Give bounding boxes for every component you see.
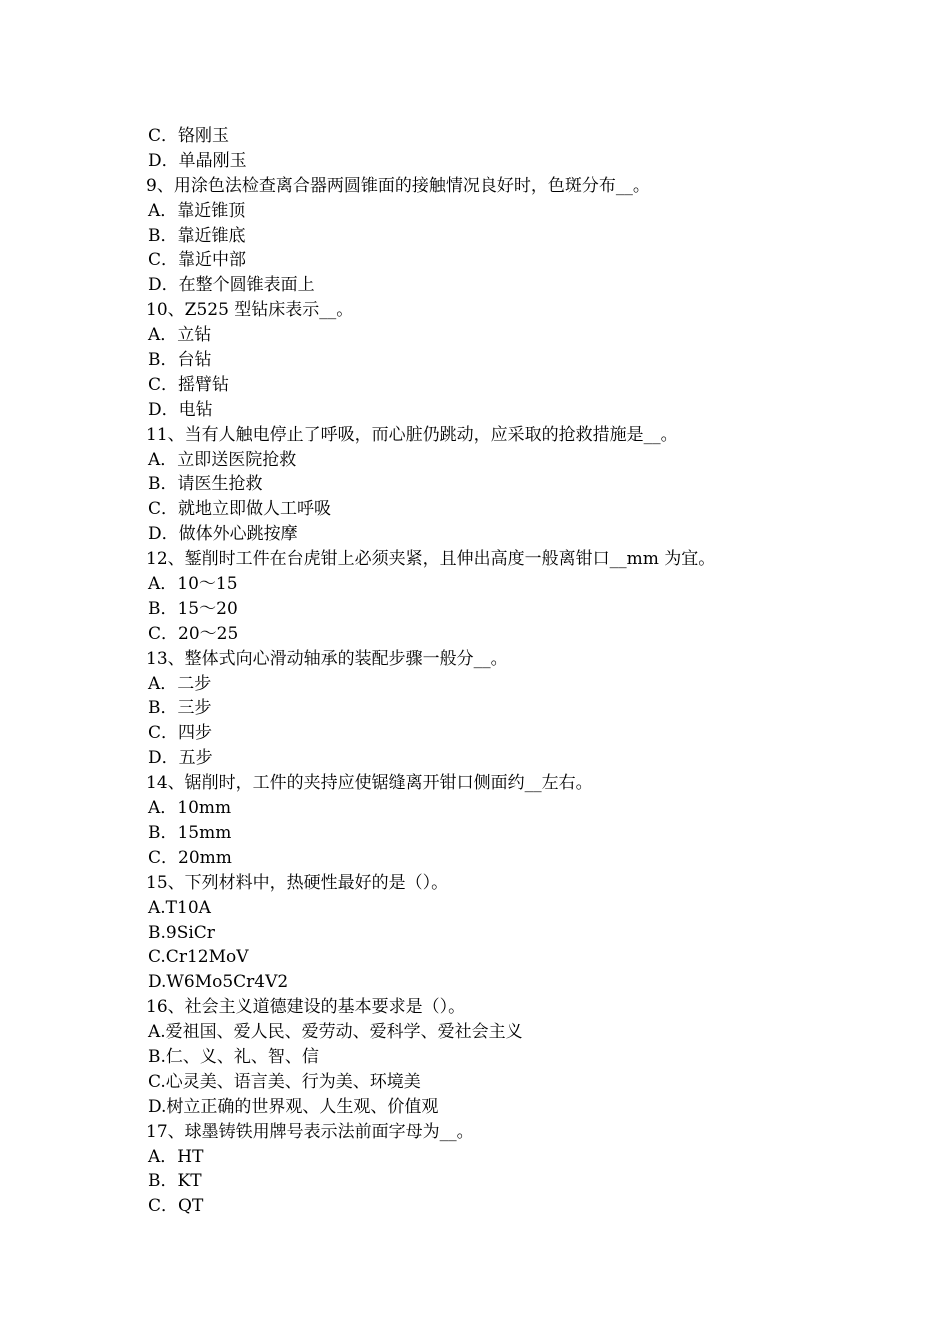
answer-option: D.W6Mo5Cr4V2 xyxy=(148,972,289,993)
answer-option: D．单晶刚玉 xyxy=(148,150,247,171)
question-list xyxy=(146,124,846,1219)
answer-option: B．15～20 xyxy=(148,598,238,619)
answer-option: C．摇臂钻 xyxy=(148,374,230,395)
answer-option: A．HT xyxy=(148,1146,204,1167)
answer-option: C．靠近中部 xyxy=(148,250,247,271)
question-text: 12、錾削时工件在台虎钳上必须夹紧，且伸出高度一般离钳口__mm 为宜。 xyxy=(146,549,716,570)
question-text: 9、用涂色法检查离合器两圆锥面的接触情况良好时，色斑分布__。 xyxy=(146,175,650,196)
answer-option: C．20～25 xyxy=(148,623,239,644)
answer-option: A．10～15 xyxy=(148,574,238,595)
answer-option: B．靠近锥底 xyxy=(148,225,246,246)
answer-option: C．四步 xyxy=(148,723,213,744)
question-text: 15、下列材料中，热硬性最好的是（）。 xyxy=(146,872,449,893)
answer-option: B．请医生抢救 xyxy=(148,474,263,495)
answer-option: C.心灵美、语言美、行为美、环境美 xyxy=(148,1071,421,1092)
answer-option: B.仁、义、礼、智、信 xyxy=(148,1046,319,1067)
answer-option: D．五步 xyxy=(148,748,213,769)
answer-option: A．立即送医院抢救 xyxy=(148,449,297,470)
answer-option: D.树立正确的世界观、人生观、价值观 xyxy=(148,1096,439,1117)
question-text: 13、整体式向心滑动轴承的装配步骤一般分__。 xyxy=(146,648,508,669)
answer-option: A.爱祖国、爱人民、爱劳动、爱科学、爱社会主义 xyxy=(148,1022,523,1043)
answer-option: C．铬刚玉 xyxy=(148,126,230,146)
answer-option: C.Cr12MoV xyxy=(148,947,249,968)
question-text: 10、Z525 型钻床表示__。 xyxy=(146,300,354,321)
answer-option: A．靠近锥顶 xyxy=(148,200,246,221)
answer-option: C．QT xyxy=(148,1196,204,1217)
answer-option: D．电钻 xyxy=(148,399,213,420)
question-text: 16、社会主义道德建设的基本要求是（）。 xyxy=(146,997,466,1018)
answer-option: D．做体外心跳按摩 xyxy=(148,524,298,545)
answer-option: B．KT xyxy=(148,1171,202,1192)
answer-option: B．15mm xyxy=(148,822,232,843)
question-text: 11、当有人触电停止了呼吸，而心脏仍跳动，应采取的抢救措施是__。 xyxy=(146,424,678,445)
answer-option: A．10mm xyxy=(148,798,232,819)
answer-option: C．20mm xyxy=(148,847,232,868)
answer-option: D．在整个圆锥表面上 xyxy=(148,275,315,296)
question-text: 17、球墨铸铁用牌号表示法前面字母为__。 xyxy=(146,1121,474,1142)
answer-option: B.9SiCr xyxy=(148,922,215,943)
answer-option: B．台钻 xyxy=(148,350,212,371)
question-text: 14、锯削时，工件的夹持应使锯缝离开钳口侧面约__左右。 xyxy=(146,773,593,794)
answer-option: A.T10A xyxy=(148,897,211,918)
answer-option: B．三步 xyxy=(148,698,212,719)
answer-option: C．就地立即做人工呼吸 xyxy=(148,499,332,520)
answer-option: A．二步 xyxy=(148,673,212,694)
answer-option: A．立钻 xyxy=(148,325,212,346)
